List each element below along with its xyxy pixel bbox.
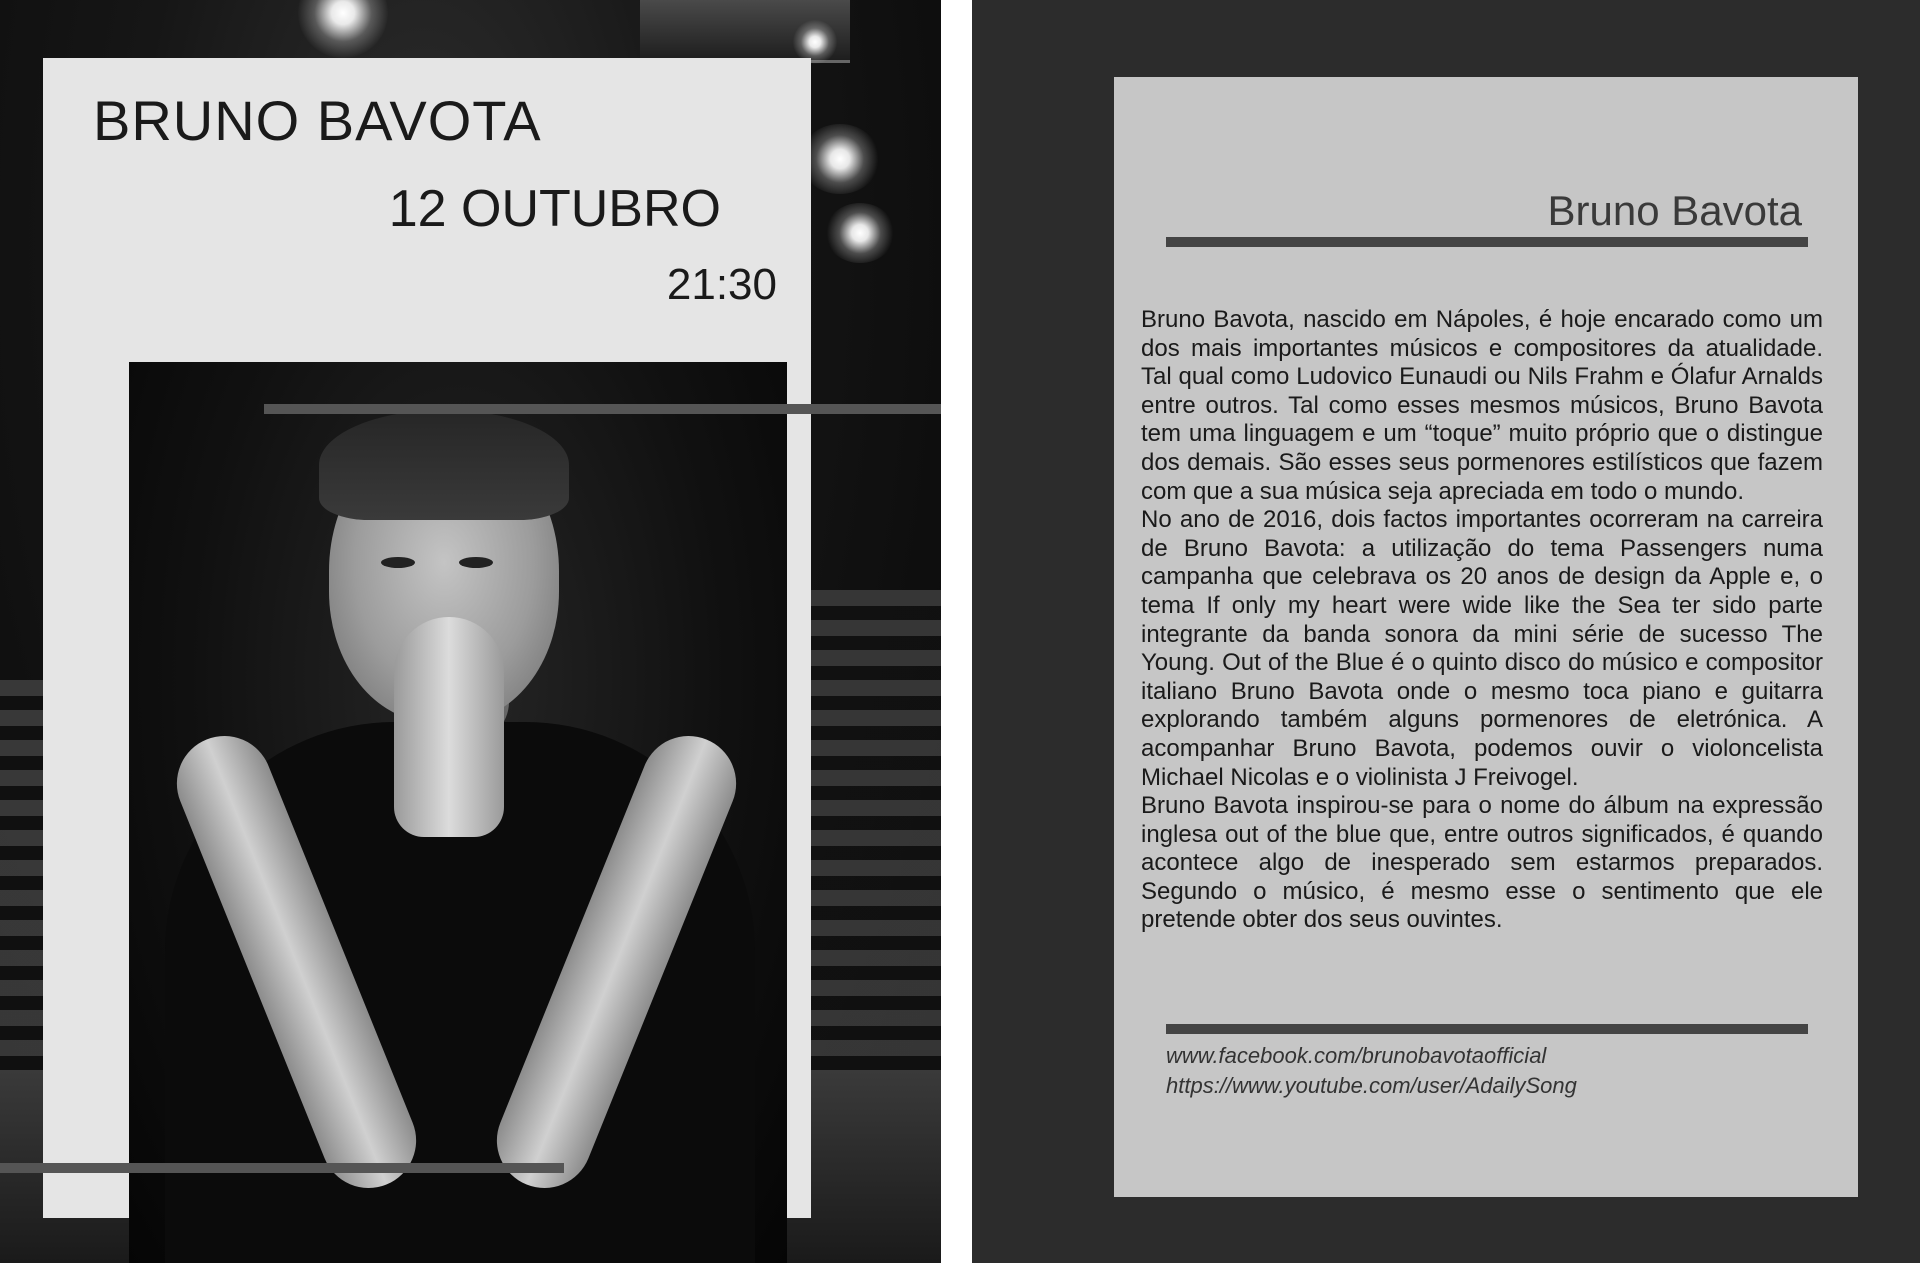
bio-paragraph: Bruno Bavota inspirou-se para o nome do álbum na expressão inglesa out of the blue que, entre outros significados, é quando acontece algo de inesperado sem estarmos preparados. Segundo o músico, é mesmo esse o sentimento que ele pretende obter dos seus ouvintes. [1141,792,1823,934]
youtube-link[interactable]: https://www.youtube.com/user/AdailySong [1166,1073,1577,1098]
photo-eye [459,557,493,568]
bio-paragraph: No ano de 2016, dois factos importantes ocorreram na carreira de Bruno Bavota: a utilização do tema Passengers numa campanha que celebrava os 20 anos de design da Apple e, o tema If only my heart were wide like the Sea ter sido parte integrante da banda sonora da mini série de sucesso The Young. Out of the Blue é o quinto disco do músico e compositor italiano Bruno Bavota onde o mesmo toca piano e guitarra explorando também alguns pormenores de eletrónica. A acompanhar Bruno Bavota, podemos ouvir o violoncelista Michael Nicolas e o violinista J Freivogel. [1141,506,1823,791]
artist-photo [129,362,787,1263]
decorative-line [264,404,941,414]
bio-text [1141,306,1823,935]
links-rule [1166,1024,1808,1034]
poster-panel [0,0,941,1263]
heading-rule [1166,237,1808,247]
photo-hands [394,617,504,837]
event-time: 21:30 [666,260,777,309]
bio-paragraph: Bruno Bavota, nascido em Nápoles, é hoje encarado como um dos mais importantes músicos e compositores da atualidade. Tal qual como Ludovico Eunaudi ou Nils Frahm e Ólafur Arnalds entre outros. Tal como esses mesmos músicos, Bruno Bavota tem uma linguagem e um “toque” muito próprio que o distingue dos demais. São esses seus pormenores estilísticos que fazem com que a sua música seja apreciada em todo o mundo. [1141,306,1823,505]
social-links [1166,1041,1577,1101]
stage-light [825,203,895,263]
auditorium-seats [810,590,941,1070]
stage-light [800,124,880,194]
photo-eye [381,557,415,568]
facebook-link[interactable]: www.facebook.com/brunobavotaofficial [1166,1043,1547,1068]
photo-hair [319,410,569,520]
event-date: 12 OUTUBRO [388,180,721,238]
decorative-line [0,1163,564,1173]
info-panel [972,0,1920,1263]
stage-light [298,0,388,58]
auditorium-seats [0,680,44,1100]
artist-name: BRUNO BAVOTA [93,89,542,152]
bio-heading: Bruno Bavota [1547,187,1802,234]
page-gutter [941,0,972,1263]
info-card [1114,77,1858,1197]
